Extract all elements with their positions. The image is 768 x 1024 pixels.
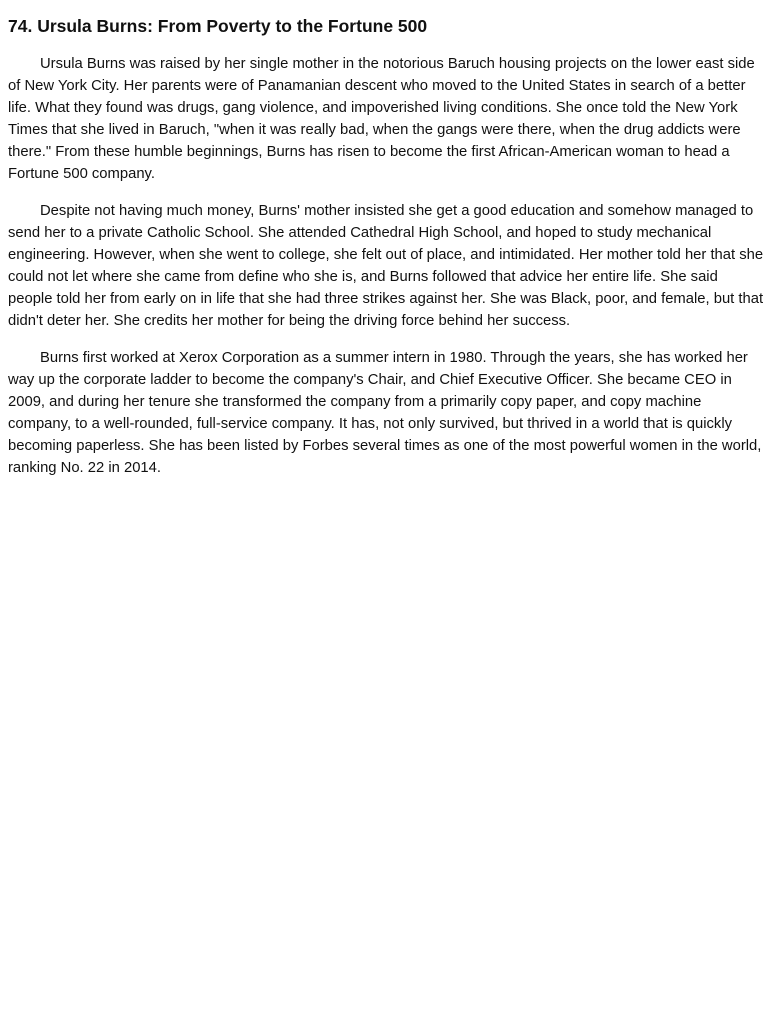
article-title: 74. Ursula Burns: From Poverty to the Fortune 500 — [8, 16, 428, 36]
paragraph-career: Burns first worked at Xerox Corporation as a summer intern in 1980. Through the years, she has worked her way up the corporate ladder to become the company's Chair, and Chief Executive Officer. She became CEO in 2009, and during her tenure she transformed the company from a primarily copy paper, and copy machine company, to a well-rounded, full-service company. It has, not only survived, but thrived in a world that is quickly becoming paperless. She has been listed by Forbes several times as one of the most powerful women in the world, ranking No. 22 in 2014. — [8, 350, 762, 476]
paragraph-education: Despite not having much money, Burns' mother insisted she get a good education and somehow managed to send her to a private Catholic School. She attended Cathedral High School, and hoped to study mechanical engineering. However, when she went to college, she felt out of place, and intimidated. Her mother told her that she could not let where she came from define who she is, and Burns followed that advice her entire life. She said people told her from early on in life that she had three strikes against her. She was Black, poor, and female, but that didn't deter her. She credits her mother for being the driving force behind her success. — [8, 203, 764, 329]
paragraph-early-life: Ursula Burns was raised by her single mother in the notorious Baruch housing projects on the lower east side of New York City. Her parents were of Panamanian descent who moved to the United States in search of a better life. What they found was drugs, gang violence, and impoverished living conditions. She once told the New York Times that she lived in Baruch, "when it was really bad, when the gangs were there, when the drug addicts were there." From these humble beginnings, Burns has risen to become the first African-American woman to head a Fortune 500 company. — [8, 56, 755, 182]
article — [8, 14, 764, 494]
